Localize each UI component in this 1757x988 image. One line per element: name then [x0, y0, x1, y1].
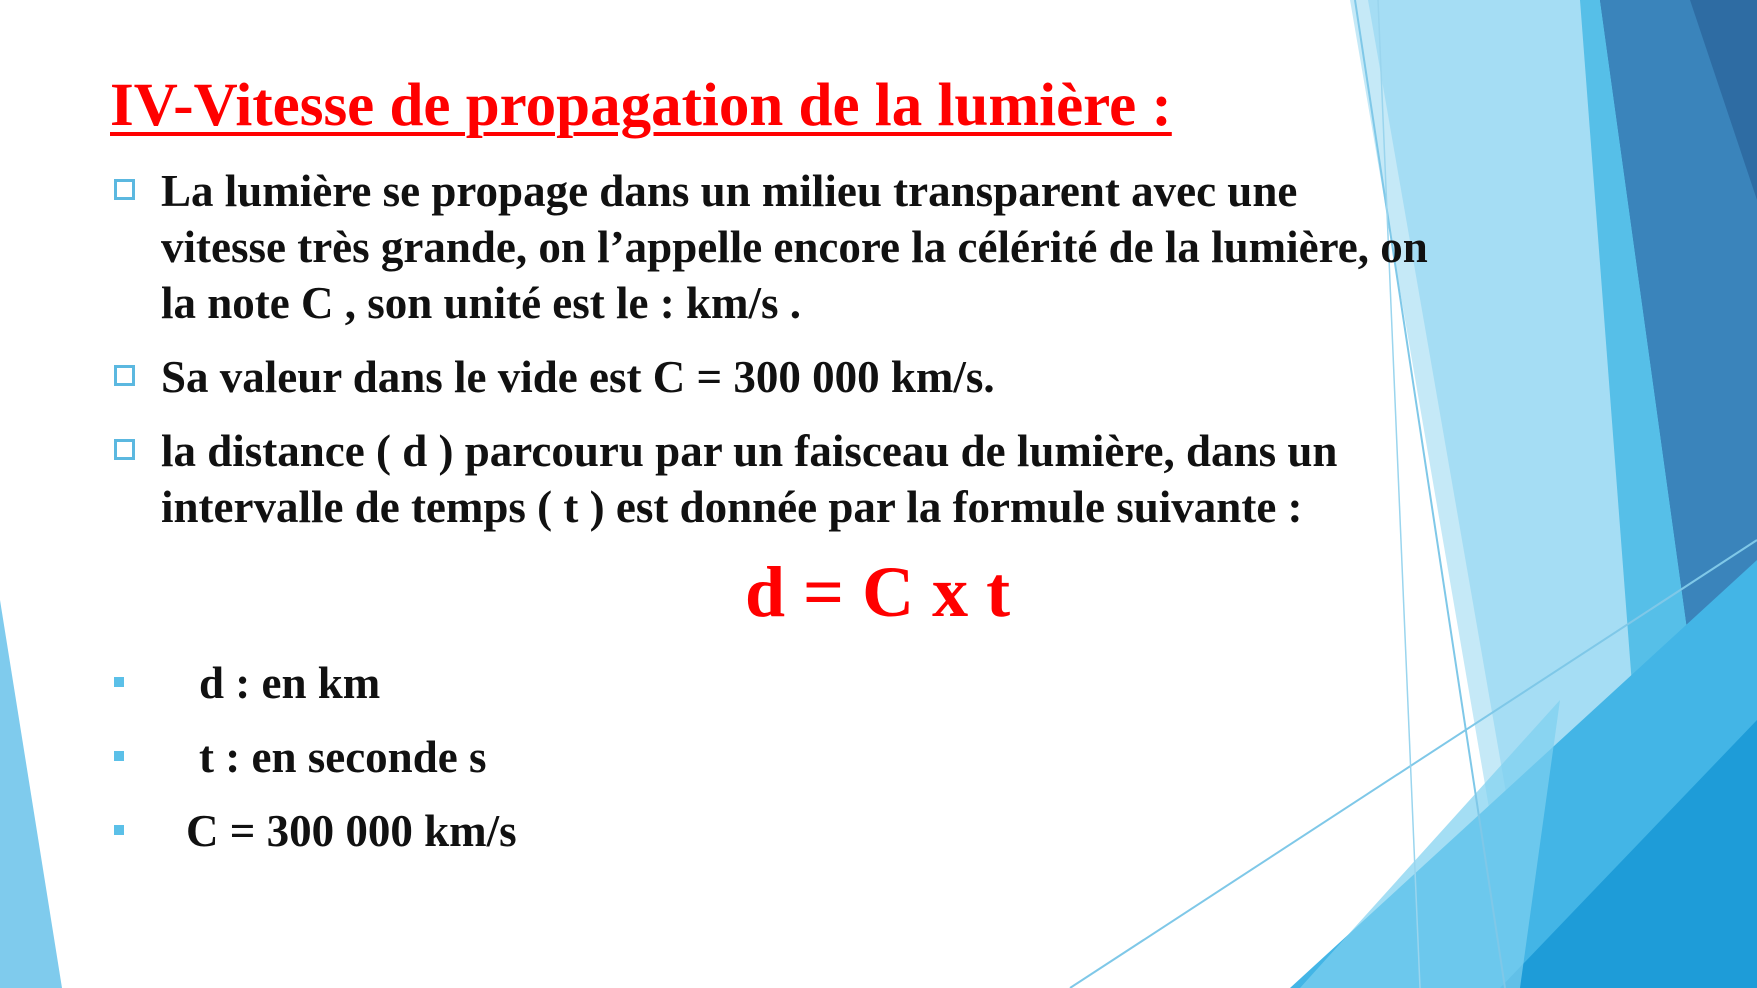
filled-square-icon	[114, 677, 124, 687]
unit-d-text: d : en km	[199, 658, 381, 708]
bullet-list	[114, 163, 1634, 553]
bullet-2-line-1: Sa valeur dans le vide est C = 300 000 km/s.	[161, 352, 995, 402]
bullet-3-line-2: intervalle de temps ( t ) est donnée par la formule suivante :	[161, 482, 1303, 532]
bullet-item-2	[114, 349, 1634, 405]
hollow-square-icon	[114, 179, 135, 200]
bullet-item-3	[114, 423, 1634, 535]
unit-c-text: C = 300 000 km/s	[186, 806, 517, 856]
filled-square-icon	[114, 751, 124, 761]
bullet-item-1	[114, 163, 1634, 331]
bullet-3-line-1: la distance ( d ) parcouru par un faisceau de lumière, dans un	[161, 426, 1338, 476]
bullet-1-line-2: vitesse très grande, on l’appelle encore la célérité de la lumière, on	[161, 222, 1428, 272]
bullet-1-line-1: La lumière se propage dans un milieu transparent avec une	[161, 166, 1298, 216]
unit-t-text: t : en seconde s	[199, 732, 487, 782]
bullet-1-line-3: la note C , son unité est le : km/s .	[161, 278, 801, 328]
slide-title: IV-Vitesse de propagation de la lumière :	[110, 72, 1172, 139]
formula: d = C x t	[745, 552, 1011, 632]
filled-square-icon	[114, 825, 124, 835]
hollow-square-icon	[114, 439, 135, 460]
hollow-square-icon	[114, 365, 135, 386]
